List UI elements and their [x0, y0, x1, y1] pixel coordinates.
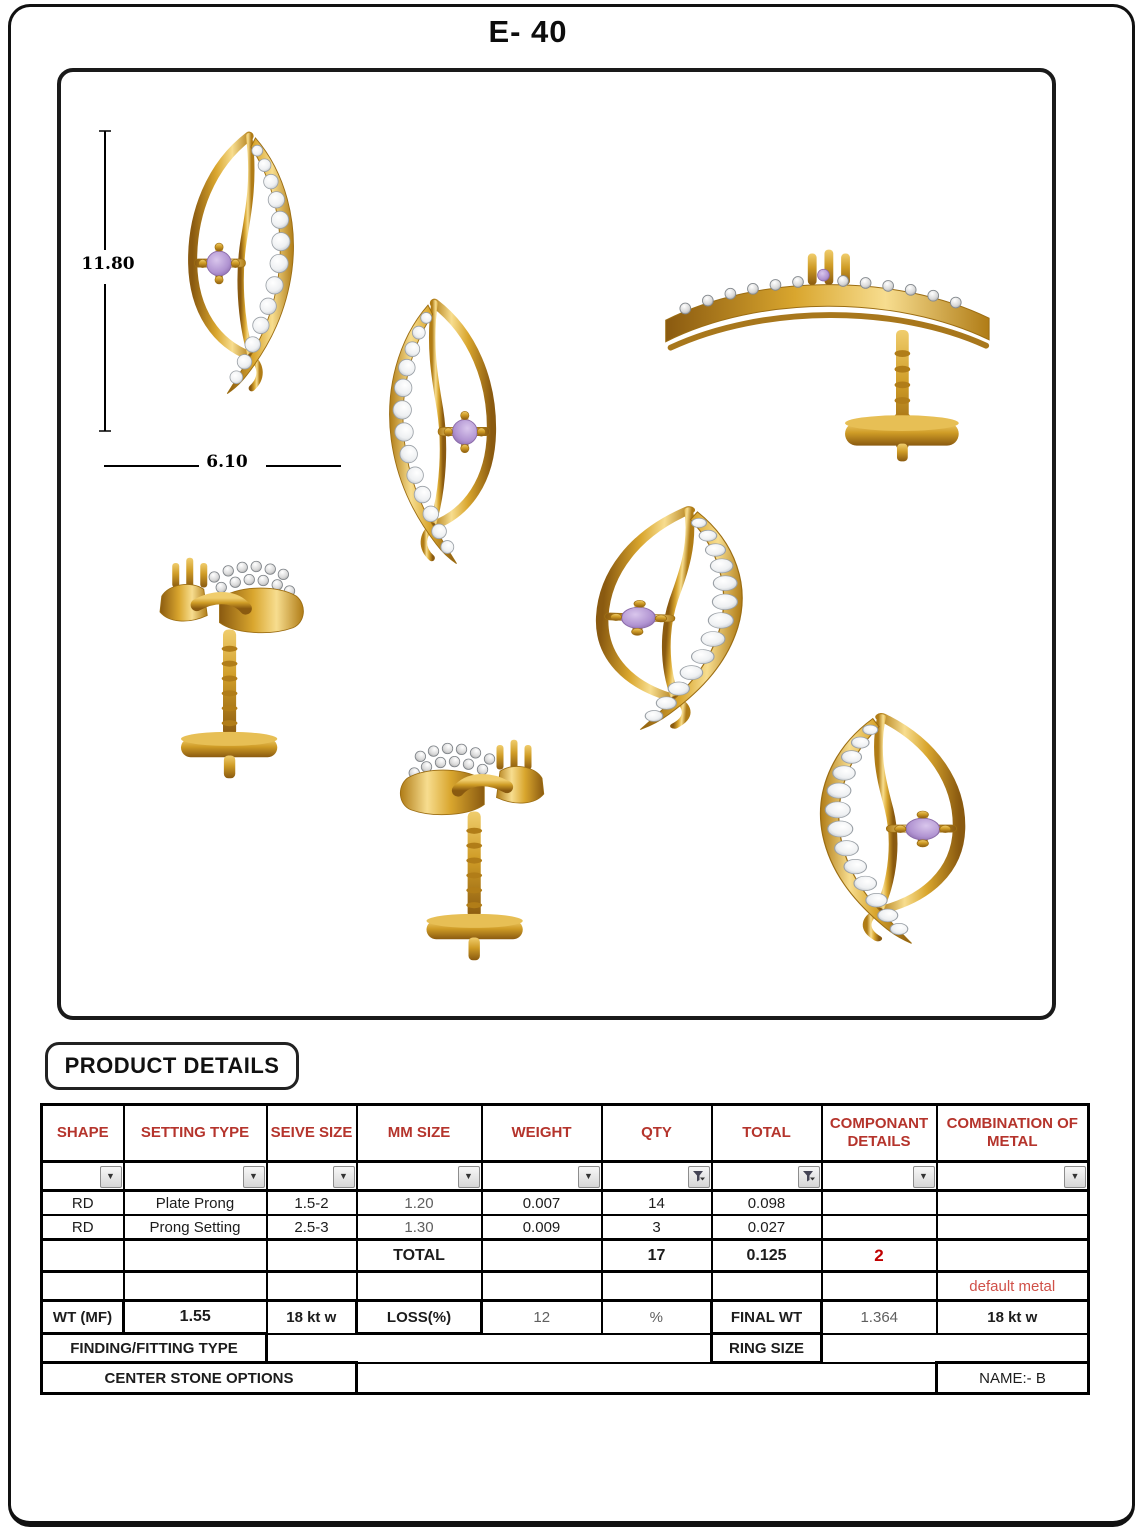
weight-summary-row: [42, 1301, 1089, 1334]
default-metal-row: [42, 1272, 1089, 1301]
center-stone-row: [42, 1363, 1089, 1394]
cell-shape: RD: [42, 1215, 124, 1240]
earring-renders: [61, 72, 1052, 1016]
loss-unit: %: [602, 1301, 712, 1334]
cell-qty: 3: [602, 1215, 712, 1240]
cell-setting-type: Plate Prong: [124, 1191, 267, 1216]
cell-combination-of-metal: [937, 1215, 1089, 1240]
total-qty: 17: [602, 1240, 712, 1272]
filter-dropdown-shape[interactable]: ▼: [100, 1166, 122, 1188]
wt-mf-unit: 18 kt w: [267, 1301, 357, 1334]
wt-mf-value: 1.55: [124, 1301, 267, 1334]
filter-dropdown-seive-size[interactable]: ▼: [333, 1166, 355, 1188]
center-stone-options-value: [357, 1363, 937, 1394]
cell-mm-size: 1.30: [357, 1215, 482, 1240]
cell-combination-of-metal: [937, 1191, 1089, 1216]
col-header-qty: QTY: [602, 1105, 712, 1162]
filter-cell-shape: [42, 1162, 124, 1191]
col-header-total: TOTAL: [712, 1105, 822, 1162]
total-weight: 0.125: [712, 1240, 822, 1272]
filter-dropdown-componant-details[interactable]: ▼: [913, 1166, 935, 1188]
product-details-table: [40, 1103, 1090, 1395]
col-header-seive-size: SEIVE SIZE: [267, 1105, 357, 1162]
earring-front-center: [390, 303, 492, 563]
col-header-shape: SHAPE: [42, 1105, 124, 1162]
jewelry-render-panel: [57, 68, 1056, 1020]
filter-cell-combination-of-metal: [937, 1162, 1089, 1191]
total-row: [42, 1240, 1089, 1272]
cell-total: 0.027: [712, 1215, 822, 1240]
filter-funnel-total-icon[interactable]: [798, 1166, 820, 1188]
filter-dropdown-combination-of-metal[interactable]: ▼: [1064, 1166, 1086, 1188]
filter-cell-mm-size: [357, 1162, 482, 1191]
table-row: [42, 1191, 1089, 1216]
cell-setting-type: Prong Setting: [124, 1215, 267, 1240]
finding-fitting-label: FINDING/FITTING TYPE: [42, 1334, 267, 1363]
cell-componant-details: [822, 1215, 937, 1240]
name-label: NAME:- B: [937, 1363, 1089, 1394]
col-header-componant-details: COMPONANT DETAILS: [822, 1105, 937, 1162]
col-header-combination-of-metal: COMBINATION OF METAL: [937, 1105, 1089, 1162]
col-header-setting-type: SETTING TYPE: [124, 1105, 267, 1162]
filter-row: [42, 1162, 1089, 1191]
table-header-row: [42, 1105, 1089, 1162]
earring-back-left: [160, 558, 303, 779]
earring-perspective-right: [593, 508, 750, 733]
earring-back-center: [400, 740, 543, 961]
earring-perspective-bottom-right: [821, 717, 959, 943]
width-dimension-label: 6.10: [199, 452, 255, 472]
cell-weight: 0.007: [482, 1191, 602, 1216]
earring-side-view: [666, 250, 989, 462]
wt-mf-label: WT (MF): [42, 1301, 124, 1334]
cell-total: 0.098: [712, 1191, 822, 1216]
filter-dropdown-weight[interactable]: ▼: [578, 1166, 600, 1188]
final-wt-label: FINAL WT: [712, 1301, 822, 1334]
center-stone-options-label: CENTER STONE OPTIONS: [42, 1363, 357, 1394]
filter-funnel-qty-icon[interactable]: [688, 1166, 710, 1188]
componant-count: 2: [822, 1240, 937, 1272]
cell-weight: 0.009: [482, 1215, 602, 1240]
loss-label: LOSS(%): [357, 1301, 482, 1334]
finding-fitting-value: [267, 1334, 712, 1363]
col-header-weight: WEIGHT: [482, 1105, 602, 1162]
filter-cell-weight: [482, 1162, 602, 1191]
final-wt-value: 1.364: [822, 1301, 937, 1334]
finding-fitting-row: [42, 1334, 1089, 1363]
dimension-annotations: [99, 131, 341, 466]
product-details-header: PRODUCT DETAILS: [45, 1042, 299, 1090]
total-label: TOTAL: [357, 1240, 482, 1272]
cell-seive-size: 2.5-3: [267, 1215, 357, 1240]
ring-size-value: [822, 1334, 1089, 1363]
final-wt-unit: 18 kt w: [937, 1301, 1089, 1334]
cell-mm-size: 1.20: [357, 1191, 482, 1216]
col-header-mm-size: MM SIZE: [357, 1105, 482, 1162]
filter-cell-qty: [602, 1162, 712, 1191]
cell-seive-size: 1.5-2: [267, 1191, 357, 1216]
earring-front-left: [193, 136, 294, 394]
design-code-title: E- 40: [488, 14, 568, 49]
filter-cell-setting-type: [124, 1162, 267, 1191]
filter-cell-seive-size: [267, 1162, 357, 1191]
filter-dropdown-mm-size[interactable]: ▼: [458, 1166, 480, 1188]
default-metal-label: default metal: [937, 1272, 1089, 1301]
ring-size-label: RING SIZE: [712, 1334, 822, 1363]
cell-shape: RD: [42, 1191, 124, 1216]
loss-value: 12: [482, 1301, 602, 1334]
filter-cell-total: [712, 1162, 822, 1191]
cell-qty: 14: [602, 1191, 712, 1216]
filter-cell-componant-details: [822, 1162, 937, 1191]
height-dimension-label: 11.80: [77, 254, 139, 274]
filter-dropdown-setting-type[interactable]: ▼: [243, 1166, 265, 1188]
table-row: [42, 1215, 1089, 1240]
cell-componant-details: [822, 1191, 937, 1216]
